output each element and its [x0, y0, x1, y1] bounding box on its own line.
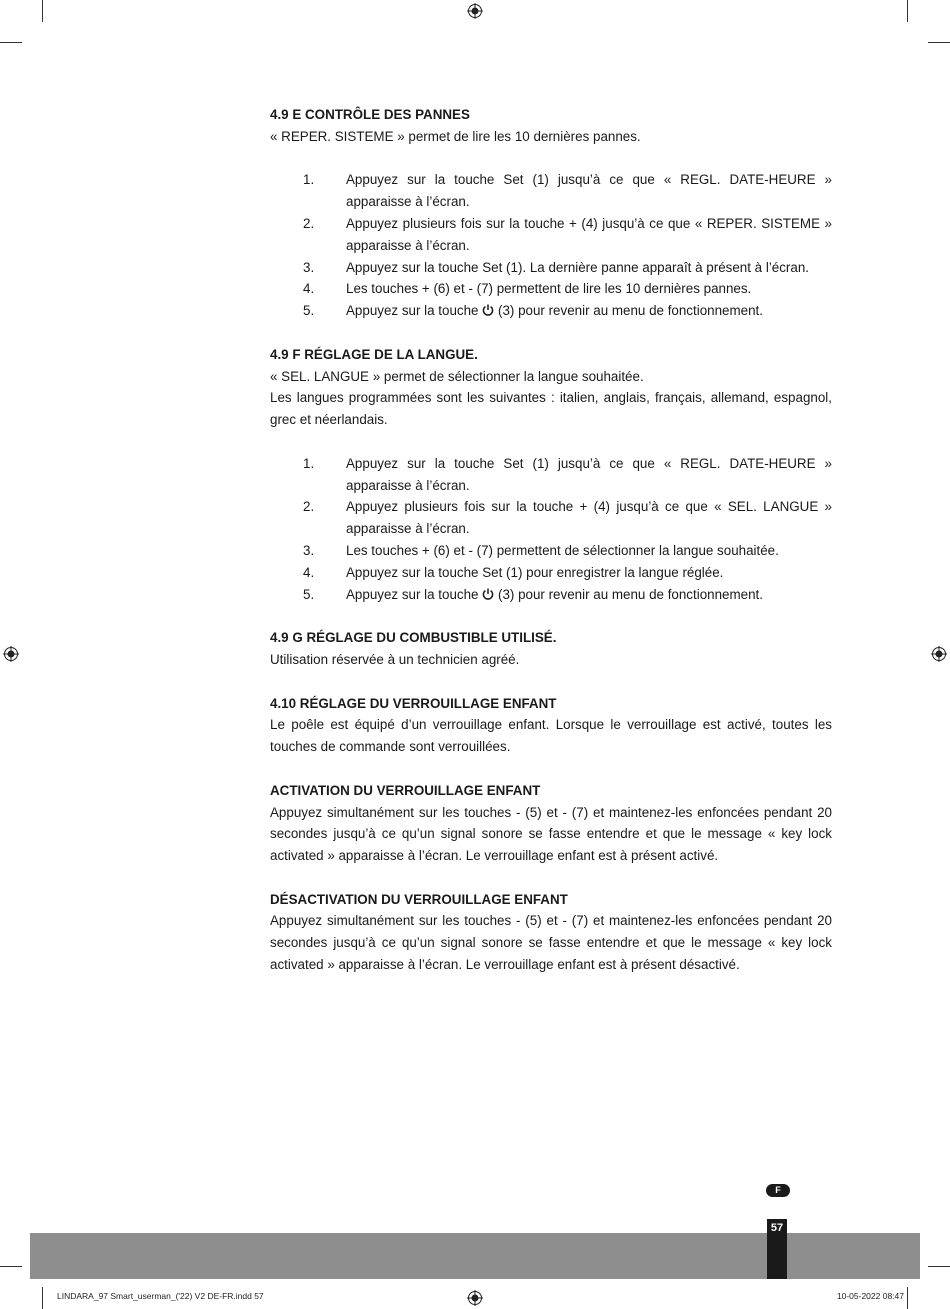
steps-list: [270, 453, 832, 606]
crop-mark: [907, 1287, 908, 1309]
power-icon: [482, 304, 494, 316]
registration-mark-icon: [3, 646, 19, 662]
registration-mark-icon: [931, 646, 947, 662]
crop-mark: [0, 1266, 22, 1267]
main-content: [270, 104, 832, 976]
registration-mark-icon: [467, 1290, 483, 1306]
section-title: 4.10 RÉGLAGE DU VERROUILLAGE ENFANT: [270, 695, 557, 711]
page-number: 57: [767, 1219, 787, 1279]
list-item: 2. Appuyez plusieurs fois sur la touche + (4) jusqu’à ce que « SEL. LANGUE » apparaisse à l’écran.: [303, 499, 832, 537]
list-item: 4. Les touches + (6) et - (7) permettent de lire les 10 dernières pannes.: [303, 281, 752, 297]
crop-mark: [42, 0, 43, 22]
power-icon: [482, 588, 494, 600]
list-item: 1. Appuyez sur la touche Set (1) jusqu’à ce que « REGL. DATE-HEURE » apparaisse à l’écran.: [303, 172, 832, 210]
subsection-title: ACTIVATION DU VERROUILLAGE ENFANT: [270, 782, 541, 798]
crop-mark: [907, 0, 908, 22]
section-paragraph: Appuyez simultanément sur les touches - (5) et - (7) et maintenez-les enfoncées pendant 20 secondes jusqu’à ce qu’un signal sonore se fasse entendre et que le message « key lock activated » apparaisse à l’écran. Le verrouillage enfant est à présent désactivé.: [270, 913, 832, 973]
section-paragraph: Utilisation réservée à un technicien agréé.: [270, 651, 520, 667]
list-item: 5. Appuyez sur la touche (3) pour revenir au menu de fonctionnement.: [303, 303, 763, 319]
list-item: 2. Appuyez plusieurs fois sur la touche + (4) jusqu’à ce que « REPER. SISTEME » apparaisse à l’écran.: [303, 215, 832, 253]
date-slug: 10-05-2022 08:47: [836, 1291, 904, 1301]
registration-mark-icon: [467, 3, 483, 19]
file-slug: LINDARA_97 Smart_userman_('22) V2 DE-FR.indd 57: [57, 1291, 264, 1301]
list-item: 3. Appuyez sur la touche Set (1). La dernière panne apparaît à présent à l’écran.: [303, 259, 810, 275]
section-paragraph: Les langues programmées sont les suivantes : italien, anglais, français, allemand, espagnol, grec et néerlandais.: [270, 390, 832, 428]
section-title: 4.9 F RÉGLAGE DE LA LANGUE.: [270, 346, 478, 362]
language-badge: F: [766, 1184, 790, 1197]
list-item: 3. Les touches + (6) et - (7) permettent de sélectionner la langue souhaitée.: [303, 542, 779, 558]
crop-mark: [42, 1287, 43, 1309]
crop-mark: [0, 42, 22, 43]
crop-mark: [928, 1266, 950, 1267]
section-title: 4.9 G RÉGLAGE DU COMBUSTIBLE UTILISÉ.: [270, 630, 557, 646]
list-item: 5. Appuyez sur la touche (3) pour revenir au menu de fonctionnement.: [303, 586, 763, 602]
section-title: 4.9 E CONTRÔLE DES PANNES: [270, 107, 470, 122]
section-paragraph: Appuyez simultanément sur les touches - (5) et - (7) et maintenez-les enfoncées pendant 20 secondes jusqu’à ce qu’un signal sonore se fasse entendre et que le message « key lock activated » apparaisse à l’écran. Le verrouillage enfant est à présent activé.: [270, 804, 832, 864]
list-item: 1. Appuyez sur la touche Set (1) jusqu’à ce que « REGL. DATE-HEURE » apparaisse à l’écran.: [303, 455, 832, 493]
section-intro: « SEL. LANGUE » permet de sélectionner la langue souhaitée.: [270, 368, 644, 384]
section-intro: « REPER. SISTEME » permet de lire les 10 dernières pannes.: [270, 128, 641, 144]
crop-mark: [928, 42, 950, 43]
section-paragraph: Le poêle est équipé d’un verrouillage enfant. Lorsque le verrouillage est activé, toutes les touches de commande sont verrouillées.: [270, 717, 832, 755]
list-item: 4. Appuyez sur la touche Set (1) pour enregistrer la langue réglée.: [303, 564, 724, 580]
subsection-title: DÉSACTIVATION DU VERROUILLAGE ENFANT: [270, 891, 568, 907]
steps-list: [270, 169, 832, 322]
